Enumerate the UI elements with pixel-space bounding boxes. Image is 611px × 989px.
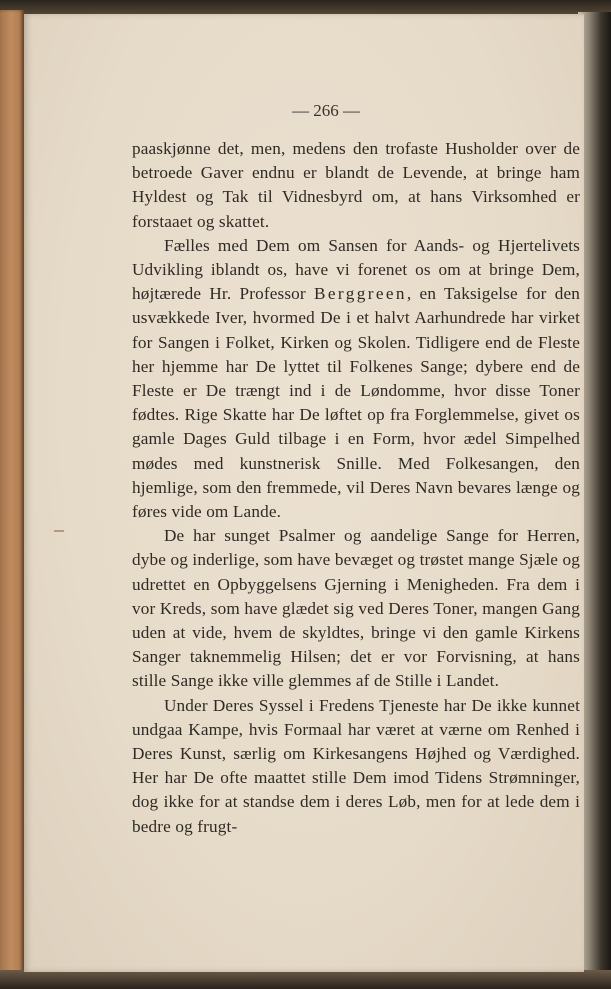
paragraph-2-after: , en Taksigelse for den usvækkede Iver, hvormed De i et halvt Aarhundrede har virket for Sangen i Folket, Kirken og Skolen. Tidligere end de Fleste her hjemme har De lyttet til Folkenes Sange; dybere end de Fleste er De trængt ind i de Løndomme, hvor disse Toner fødtes. Rige Skatte har De løftet op fra Forglemmelse, givet os gamle Dages Guld tilbage i en Form, hvor ædel Simpelhed mødes med kunstnerisk Snille. Med Folkesangen, den hjemlige, som den fremmede, vil Deres Navn bevares længe og føres vide om Lande. — [132, 284, 580, 522]
book-spine-edge — [0, 10, 24, 975]
paragraph-4: Under Deres Syssel i Fredens Tjeneste har De ikke kunnet undgaa Kampe, hvis Formaal har været at værne om Renhed i Deres Kunst, særlig om Kirkesangens Højhed og Værdighed. Her har De ofte maattet stille Dem imod Tidens Strømninger, dog ikke for at standse dem i deres Løb, men for at lede dem i bedre og frugt- — [132, 695, 580, 836]
book-page — [24, 14, 584, 972]
scan-bottom-edge — [0, 970, 611, 989]
paragraph-3: De har sunget Psalmer og aandelige Sange for Herren, dybe og inderlige, som have bevæget og trøstet mange Sjæle og udrettet en Opbyggelsens Gjerning i Menigheden. Fra dem i vor Kreds, som have glædet sig ved Deres Toner, mangen Gang uden at vide, hvem de skyldtes, bringe vi den gamle Kirkens Sanger taknemmelig Hilsen; det er vor Forvisning, at hans stille Sange ikke ville glemmes af de Stille i Landet. — [132, 526, 580, 691]
paragraph-2-before: Fælles med Dem om Sansen for Aands- og Hjertelivets Udvikling iblandt os, have vi forenet os om at bringe Dem, højtærede Hr. Professor — [132, 235, 580, 304]
professor-name: Berggreen — [314, 284, 407, 304]
paragraph-1: paaskjønne det, men, medens den trofaste Husholder over de betroede Gaver endnu er blandt de Levende, at bringe ham Hyldest og Tak til Vidnesbyrd om, at hans Virksomhed er forstaaet og skattet. — [132, 139, 580, 231]
margin-mark — [54, 530, 64, 532]
paragraph-2 — [132, 234, 580, 524]
body-text — [132, 137, 580, 839]
page-number: — 266 — — [292, 101, 360, 120]
